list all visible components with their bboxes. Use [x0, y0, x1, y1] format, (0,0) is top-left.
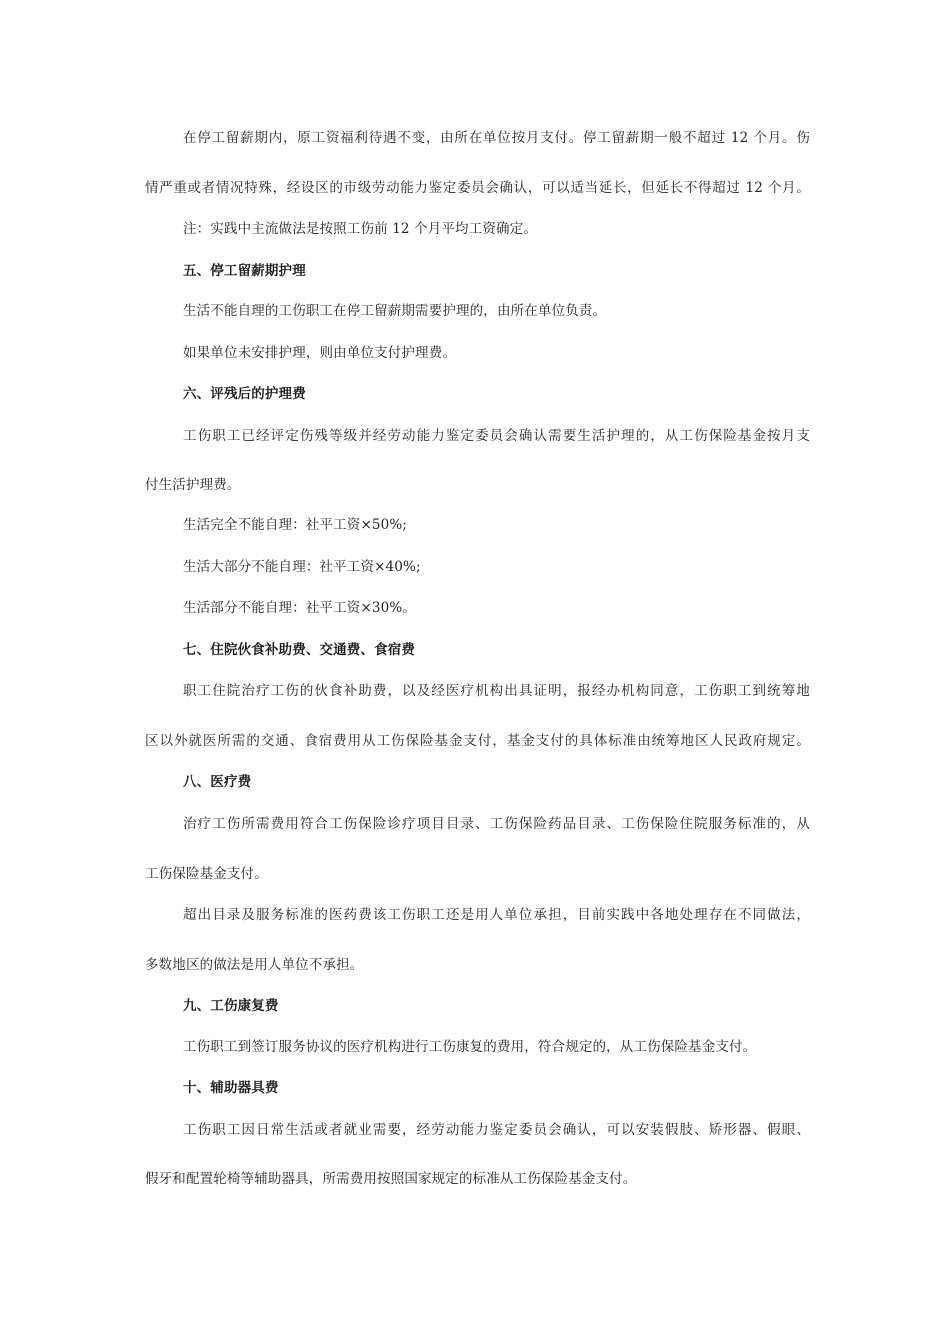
- section-heading: 十、辅助器具费: [183, 1080, 279, 1096]
- paragraph-line: 职工住院治疗工伤的伙食补助费，以及经医疗机构出具证明，报经办机构同意，工伤职工到统筹地: [183, 683, 810, 699]
- paragraph-line: 注：实践中主流做法是按照工伤前 12 个月平均工资确定。: [183, 221, 537, 237]
- section-heading: 九、工伤康复费: [183, 998, 279, 1014]
- paragraph-line: 工伤职工已经评定伤残等级并经劳动能力鉴定委员会确认需要生活护理的，从工伤保险基金按月支: [183, 428, 810, 444]
- paragraph-line: 生活大部分不能自理：社平工资×40%;: [183, 559, 421, 575]
- paragraph-line: 如果单位未安排护理，则由单位支付护理费。: [183, 345, 456, 361]
- paragraph-line: 生活部分不能自理：社平工资×30%。: [183, 600, 417, 616]
- paragraph-line: 多数地区的做法是用人单位不承担。: [145, 957, 364, 973]
- paragraph-line: 情严重或者情况特殊，经设区的市级劳动能力鉴定委员会确认，可以适当延长，但延长不得超过 12 个月。: [145, 180, 810, 196]
- paragraph-line: 区以外就医所需的交通、食宿费用从工伤保险基金支付，基金支付的具体标准由统筹地区人民政府规定。: [145, 733, 810, 749]
- paragraph-line: 工伤职工因日常生活或者就业需要，经劳动能力鉴定委员会确认，可以安装假肢、矫形器、假眼、: [183, 1122, 810, 1138]
- paragraph-line: 治疗工伤所需费用符合工伤保险诊疗项目目录、工伤保险药品目录、工伤保险住院服务标准的，从: [183, 816, 810, 832]
- section-heading: 六、评残后的护理费: [183, 386, 306, 402]
- paragraph-line: 在停工留薪期内，原工资福利待遇不变，由所在单位按月支付。停工留薪期一般不超过 12 个月。伤: [183, 130, 810, 146]
- paragraph-line: 工伤职工到签订服务协议的医疗机构进行工伤康复的费用，符合规定的，从工伤保险基金支付。: [183, 1039, 757, 1055]
- section-heading: 五、停工留薪期护理: [183, 263, 306, 279]
- paragraph-line: 生活不能自理的工伤职工在停工留薪期需要护理的，由所在单位负责。: [183, 303, 607, 319]
- section-heading: 八、医疗费: [183, 774, 252, 790]
- paragraph-line: 付生活护理费。: [145, 477, 241, 493]
- paragraph-line: 工伤保险基金支付。: [145, 866, 268, 882]
- paragraph-line: 超出目录及服务标准的医药费该工伤职工还是用人单位承担，目前实践中各地处理存在不同做法，: [183, 907, 810, 923]
- section-heading: 七、住院伙食补助费、交通费、食宿费: [183, 642, 416, 658]
- paragraph-line: 假牙和配置轮椅等辅助器具，所需费用按照国家规定的标准从工伤保险基金支付。: [145, 1171, 637, 1187]
- paragraph-line: 生活完全不能自理：社平工资×50%;: [183, 517, 408, 533]
